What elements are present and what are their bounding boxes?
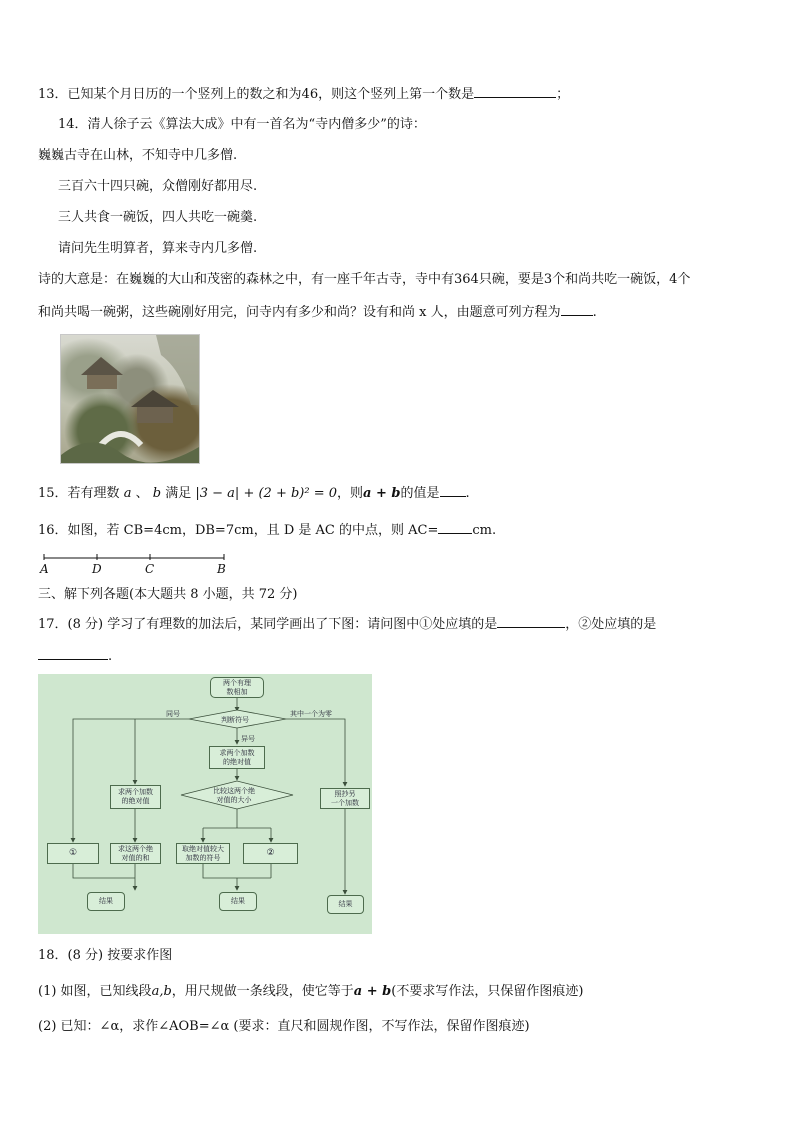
q16-point-b: B	[217, 562, 226, 576]
q15-formula: |3 − a| + (2 + b)² = 0	[195, 486, 338, 501]
temple-painting-image	[60, 334, 200, 464]
q15-then: ，则	[337, 486, 364, 501]
q14-poem-line-2: 三百六十四只碗，众僧刚好都用尽.	[58, 179, 258, 194]
addition-flowchart	[38, 674, 372, 934]
q14-answer-blank[interactable]	[561, 302, 593, 316]
q15-separator: 、	[135, 486, 149, 501]
question-13	[38, 84, 569, 104]
q17-line-2	[38, 646, 112, 666]
flow-label-diff-sign: 异号	[241, 735, 255, 743]
section-3-heading: 三、解下列各题(本大题共 8 小题，共 72 分)	[38, 587, 298, 602]
flow-judge-sign: 判断符号	[221, 716, 249, 724]
flow-take-sign-box: 取绝对值较大 加数的符号	[176, 843, 230, 864]
q14-end: .	[592, 305, 597, 320]
q14-poem-line-4: 请问先生明算者，算来寺内几多僧.	[58, 241, 258, 256]
q16-answer-blank[interactable]	[438, 520, 472, 534]
q18-part-2: (2) 已知：∠α，求作∠AOB=∠α (要求：直尺和圆规作图，不写作法，保留作图痕迹)	[38, 1019, 530, 1034]
q18-p1-sum: a + b	[353, 984, 392, 999]
question-16	[38, 520, 496, 540]
flow-blank-1-box: ①	[47, 843, 99, 864]
q16-point-d: D	[92, 562, 102, 576]
flow-start-box: 两个有理 数相加	[210, 677, 264, 698]
flow-same-abs-box: 求两个加数 的绝对值	[110, 785, 161, 809]
q16-text: 16．如图，若 CB=4cm，DB=7cm，且 D 是 AC 的中点，则 AC=	[38, 523, 439, 538]
flow-sum-abs-box: 求这两个绝 对值的和	[110, 843, 161, 864]
q14-meaning-text: 和尚共喝一碗粥，这些碗刚好用完，问寺内有多少和尚？设有和尚 x 人，由题意可列方程为	[38, 305, 561, 320]
q15-var-a: a	[123, 486, 132, 501]
q17-blank-1[interactable]	[497, 614, 565, 628]
q14-meaning-line-2	[38, 302, 597, 322]
q15-var-b: b	[152, 486, 162, 501]
q18-p1-vars: a,b	[151, 984, 172, 999]
q17-end: .	[108, 649, 113, 664]
q17-blank-2[interactable]	[38, 646, 108, 660]
q13-end: ；	[556, 87, 570, 102]
flow-result-box-1: 结果	[87, 892, 125, 911]
flow-result-box-2: 结果	[219, 892, 257, 911]
q15-end: .	[465, 486, 470, 501]
q13-answer-blank[interactable]	[474, 84, 556, 98]
flow-label-same-sign: 同号	[166, 710, 180, 718]
q15-answer-blank[interactable]	[440, 483, 466, 497]
flow-blank-2-box: ②	[243, 843, 298, 864]
flow-copy-box: 照抄另 一个加数	[320, 788, 370, 809]
q14-intro: 14．清人徐子云《算法大成》中有一首名为“寺内僧多少”的诗：	[58, 117, 426, 132]
q13-text: 13．已知某个月日历的一个竖列上的数之和为46，则这个竖列上第一个数是	[38, 87, 475, 102]
q17-mid: ，②处应填的是	[565, 617, 657, 632]
q15-prefix: 15．若有理数	[38, 486, 120, 501]
q16-point-c: C	[145, 562, 155, 576]
q16-point-a: A	[40, 562, 49, 576]
q15-suffix: 的值是	[400, 486, 440, 501]
q15-mid: 满足	[165, 486, 192, 501]
q16-segment-figure	[40, 552, 230, 564]
q18-part-1	[38, 983, 583, 1001]
q18-p1-text-c: (不要求写作法，只保留作图痕迹)	[391, 984, 584, 999]
flow-result-box-3: 结果	[327, 895, 364, 914]
q14-meaning-line-1: 诗的大意是：在巍巍的大山和茂密的森林之中，有一座千年古寺，寺中有364只碗，要是3个和尚共吃一碗饭，4个	[38, 272, 691, 287]
flow-compare-text: 比较这两个绝 对值的大小	[213, 787, 255, 804]
question-17	[38, 614, 656, 634]
q17-text: 17．(8 分) 学习了有理数的加法后，某同学画出了下图：请问图中①处应填的是	[38, 617, 498, 632]
q18-p1-text-b: ，用尺规做一条线段，使它等于	[171, 984, 354, 999]
q15-sum: a + b	[363, 486, 401, 501]
q14-poem-line-1: 巍巍古寺在山林，不知寺中几多僧.	[38, 148, 238, 163]
flow-diff-abs-box: 求两个加数 的绝对值	[209, 746, 265, 769]
q14-poem-line-3: 三人共食一碗饭，四人共吃一碗羹.	[58, 210, 258, 225]
flow-label-one-zero: 其中一个为零	[290, 710, 332, 718]
q18-title: 18．(8 分) 按要求作图	[38, 948, 173, 963]
q18-p1-text-a: (1) 如图，已知线段	[38, 984, 152, 999]
q16-end: cm.	[472, 523, 497, 538]
question-15	[38, 483, 470, 503]
